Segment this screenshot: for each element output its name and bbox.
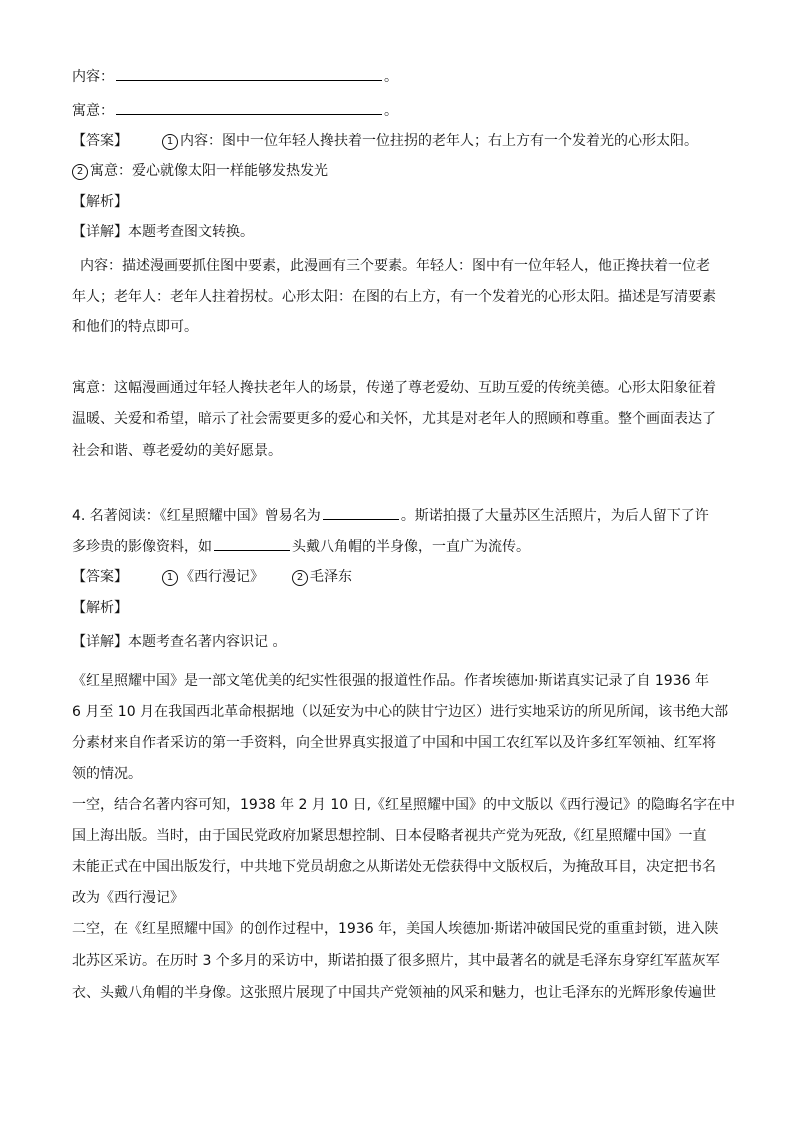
para-line: 年人；老年人：老年人拄着拐杖。心形太阳：在图的右上方，有一个发着光的心形太阳。描述是写清要素	[72, 289, 716, 305]
para-line: 社会和谐、尊老爱幼的美好愿景。	[72, 443, 282, 459]
answer-tag: 【答案】	[72, 569, 128, 585]
q4-question-line-1	[72, 505, 709, 526]
para-line: 分素材来自作者采访的第一手资料，向全世界真实报道了中国和中国工农红军以及许多红军领袖、红军将	[72, 735, 716, 751]
q4-text: 多珍贵的影像资料，如	[72, 539, 212, 555]
para-line: 改为《西行漫记》	[72, 890, 184, 906]
end-mark: 。	[384, 103, 398, 119]
q4-answer-line	[72, 567, 352, 587]
answer-2-text: 毛泽东	[310, 569, 352, 585]
answer-1-text: 《西行漫记》	[180, 569, 264, 585]
meaning-blank-line	[72, 100, 398, 121]
para-line: 内容：描述漫画要抓住图中要素，此漫画有三个要素。年轻人：图中有一位年轻人，他正搀扶着一位老	[80, 258, 710, 274]
circled-number: 1	[162, 570, 178, 586]
para-line: 寓意：这幅漫画通过年轻人搀扶老年人的场景，传递了尊老爱幼、互助互爱的传统美德。心形太阳象征着	[72, 380, 716, 396]
analysis-tag: 【解析】	[72, 194, 128, 210]
circled-number: 2	[72, 164, 88, 180]
q4-text: 4. 名著阅读：《红星照耀中国》曾易名为	[72, 508, 321, 524]
content-label: 内容：	[72, 69, 114, 85]
meaning-label: 寓意：	[72, 103, 114, 119]
para-line: 《红星照耀中国》是一部文笔优美的纪实性很强的报道性作品。作者埃德加·斯诺真实记录了自 1936 年	[72, 673, 709, 689]
q4-blank-1	[323, 505, 399, 520]
analysis-tag: 【解析】	[72, 600, 128, 616]
answer-tag: 【答案】	[72, 133, 128, 149]
circled-number: 2	[292, 570, 308, 586]
q4-blank-2	[214, 536, 290, 551]
end-mark: 。	[384, 69, 398, 85]
content-blank-line	[72, 66, 398, 87]
para-line: 和他们的特点即可。	[72, 319, 198, 335]
para-line: 领的情况。	[72, 766, 142, 782]
q4-text: 头戴八角帽的半身像，一直广为流传。	[292, 539, 530, 555]
q4-text: 。斯诺拍摄了大量苏区生活照片，为后人留下了许	[400, 508, 709, 524]
q3-answer-2-line	[72, 161, 328, 181]
para-line: 北苏区采访。在历时 3 个多月的采访中，斯诺拍摄了很多照片，其中最著名的就是毛泽东身穿红军蓝灰军	[72, 953, 720, 969]
q4-question-line-2	[72, 536, 530, 557]
answer-2-text: 寓意：爱心就像太阳一样能够发热发光	[90, 163, 328, 179]
q3-answer-line	[72, 131, 698, 151]
para-line: 二空，在《红星照耀中国》的创作过程中，1936 年，美国人埃德加·斯诺冲破国民党的重重封锁，进入陕	[72, 921, 719, 937]
para-line: 一空，结合名著内容可知，1938 年 2 月 10 日,《红星照耀中国》的中文版以《西行漫记》的隐晦名字在中	[72, 797, 736, 813]
para-line: 6 月至 10 月在我国西北革命根据地（以延安为中心的陕甘宁边区）进行实地采访的所见所闻，该书绝大部	[72, 704, 729, 720]
circled-number: 1	[162, 134, 178, 150]
content-answer-blank	[116, 66, 382, 81]
answer-1-text: 内容：图中一位年轻人搀扶着一位拄拐的老年人；右上方有一个发着光的心形太阳。	[180, 133, 698, 149]
para-line: 国上海出版。当时，由于国民党政府加紧思想控制、日本侵略者视共产党为死敌,《红星照耀中国》一直	[72, 828, 707, 844]
meaning-answer-blank	[116, 100, 382, 115]
detail-line: 【详解】本题考查图文转换。	[72, 224, 254, 240]
para-line: 温暖、关爱和希望，暗示了社会需要更多的爱心和关怀，尤其是对老年人的照顾和尊重。整个画面表达了	[72, 411, 716, 427]
detail-line: 【详解】本题考查名著内容识记 。	[72, 634, 287, 650]
para-line: 未能正式在中国出版发行，中共地下党员胡愈之从斯诺处无偿获得中文版权后，为掩敌耳目，决定把书名	[72, 859, 716, 875]
para-line: 衣、头戴八角帽的半身像。这张照片展现了中国共产党领袖的风采和魅力，也让毛泽东的光辉形象传遍世	[72, 985, 716, 1001]
